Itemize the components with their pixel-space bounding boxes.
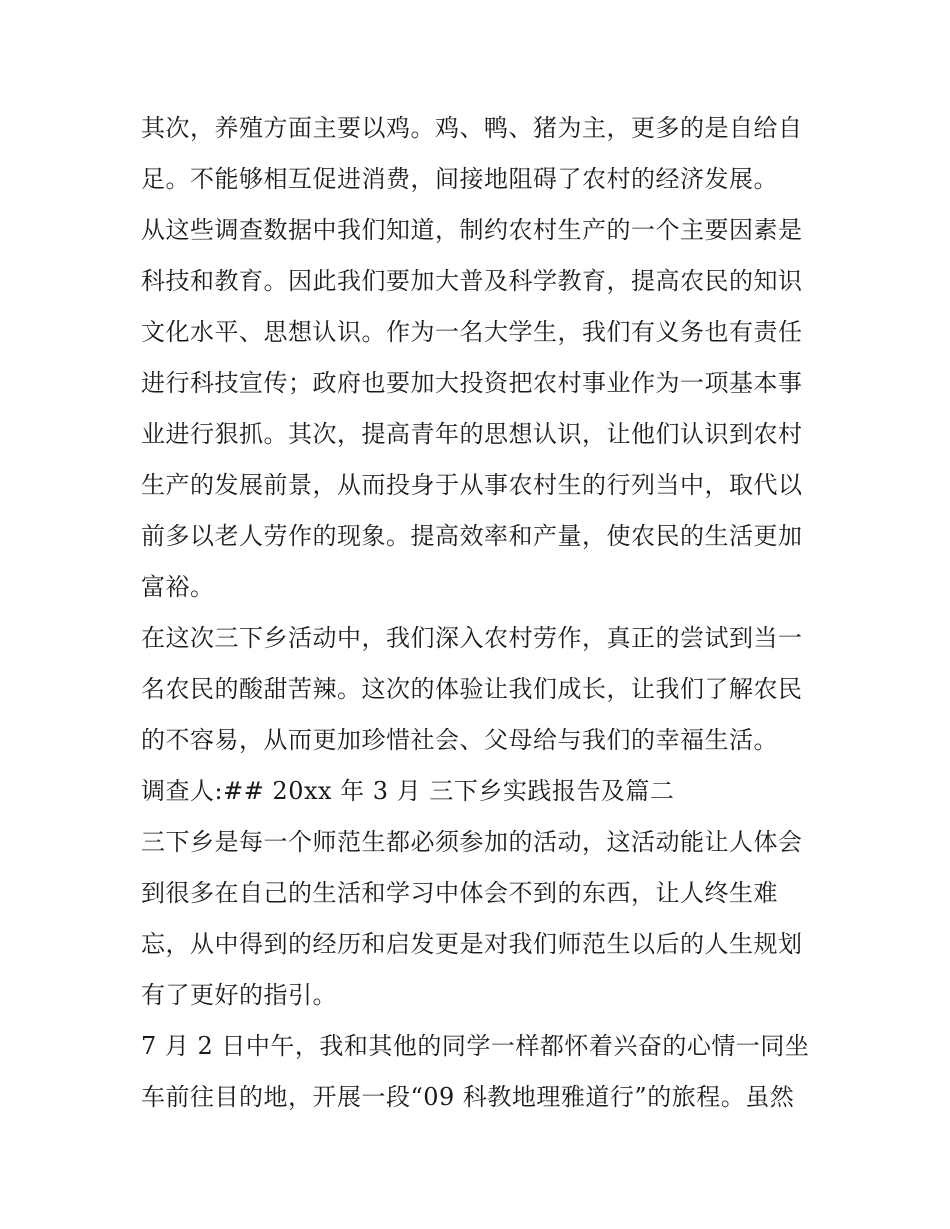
text-line: 三下乡是每一个师范生都必须参加的活动，这活动能让人体会 bbox=[141, 828, 803, 856]
text-line: 生产的发展前景，从而投身于从事农村生的行列当中，取代以 bbox=[141, 471, 803, 499]
text-line: 的不容易，从而更加珍惜社会、父母给与我们的幸福生活。 bbox=[141, 726, 778, 754]
text-line: 文化水平、思想认识。作为一名大学生，我们有义务也有责任 bbox=[141, 318, 803, 346]
text-line: 进行科技宣传；政府也要加大投资把农村事业作为一项基本事 bbox=[141, 369, 803, 397]
text-line: 从这些调查数据中我们知道，制约农村生产的一个主要因素是 bbox=[141, 216, 803, 244]
text-line: 7 月 2 日中午，我和其他的同学一样都怀着兴奋的心情一同坐 bbox=[141, 1032, 810, 1060]
text-line: 有了更好的指引。 bbox=[141, 981, 337, 1009]
text-line: 足。不能够相互促进消费，间接地阻碍了农村的经济发展。 bbox=[141, 165, 778, 193]
text-line: 车前往目的地，开展一段“09 科教地理雅道行”的旅程。虽然 bbox=[141, 1083, 795, 1111]
text-line: 富裕。 bbox=[141, 573, 215, 601]
document-body bbox=[141, 110, 821, 1130]
text-line: 其次，养殖方面主要以鸡。鸡、鸭、猪为主，更多的是自给自 bbox=[141, 114, 803, 142]
text-line: 前多以老人劳作的现象。提高效率和产量，使农民的生活更加 bbox=[141, 522, 803, 550]
text-line: 在这次三下乡活动中，我们深入农村劳作，真正的尝试到当一 bbox=[141, 624, 803, 652]
section-heading: 调查人:## 20xx 年 3 月 三下乡实践报告及篇二 bbox=[141, 777, 675, 805]
text-line: 业进行狠抓。其次，提高青年的思想认识，让他们认识到农村 bbox=[141, 420, 803, 448]
text-line: 名农民的酸甜苦辣。这次的体验让我们成长，让我们了解农民 bbox=[141, 675, 803, 703]
text-line: 科技和教育。因此我们要加大普及科学教育，提高农民的知识 bbox=[141, 267, 803, 295]
text-line: 忘，从中得到的经历和启发更是对我们师范生以后的人生规划 bbox=[141, 930, 803, 958]
text-line: 到很多在自己的生活和学习中体会不到的东西，让人终生难 bbox=[141, 879, 778, 907]
